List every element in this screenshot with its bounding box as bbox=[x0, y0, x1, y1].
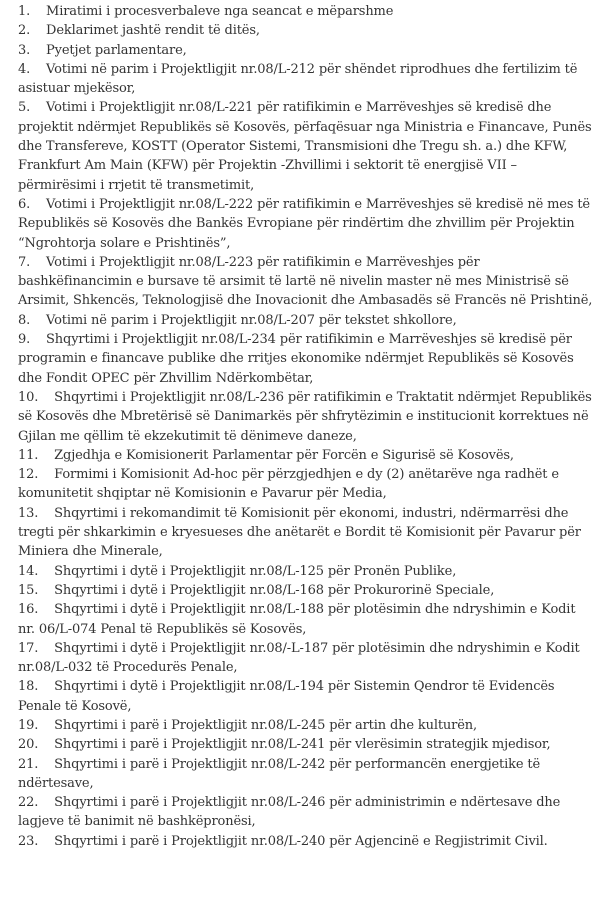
item-text: Deklarimet jashtë rendit të ditës, bbox=[46, 23, 260, 39]
list-item bbox=[18, 755, 593, 794]
item-text: Shqyrtimi i dytë i Projektligjit nr.08/L-188 për plotësimin dhe ndryshimin e Kodit nr. 06/L-074 Penal të Republikës së Kosovës, bbox=[18, 602, 576, 637]
list-item bbox=[18, 2, 593, 21]
list-item bbox=[18, 639, 593, 678]
list-item bbox=[18, 677, 593, 716]
item-text: Votimi i Projektligjit nr.08/L-222 për ratifikimin e Marrëveshjes së kredisë në mes të Republikës së Kosovës dhe Bankës Evropiane për rindërtim dhe zhvillim për Projektin “Ngrohtorja solare e Prishtinës”, bbox=[18, 196, 590, 251]
list-item bbox=[18, 311, 593, 330]
item-number: 16. bbox=[18, 602, 39, 618]
item-text: Formimi i Komisionit Ad-hoc për përzgjedhjen e dy (2) anëtarëve nga radhët e komunitetit shqiptar në Komisionin e Pavarur për Media, bbox=[18, 467, 559, 502]
item-text: Shqyrtimi i parë i Projektligjit nr.08/L-245 për artin dhe kulturën, bbox=[54, 717, 477, 733]
list-item bbox=[18, 330, 593, 388]
list-item bbox=[18, 504, 593, 562]
item-text: Miratimi i procesverbaleve nga seancat e mëparshme bbox=[46, 4, 394, 19]
item-number: 7. bbox=[18, 254, 31, 270]
item-text: Shqyrtimi i parë i Projektligjit nr.08/L-240 për Agjencinë e Regjistrimit Civil. bbox=[54, 833, 548, 849]
list-item bbox=[18, 581, 593, 600]
item-text: Votimi i Projektligjit nr.08/L-223 për ratifikimin e Marrëveshjes për bashkëfinancimin e bursave të arsimit të lartë në nivelin master në mes Ministrisë së Arsimit, Shkencës, Teknologjisë dhe Inovacionit dhe Ambasadës së Francës në Prishtinë, bbox=[18, 254, 593, 309]
item-text: Shqyrtimi i parë i Projektligjit nr.08/L-242 për performancën energjetike të ndërtesave, bbox=[18, 756, 540, 791]
list-item bbox=[18, 195, 593, 253]
list-item bbox=[18, 41, 593, 60]
item-number: 13. bbox=[18, 505, 39, 521]
item-text: Shqyrtimi i dytë i Projektligjit nr.08/L-125 për Pronën Publike, bbox=[54, 563, 457, 579]
item-number: 17. bbox=[18, 640, 39, 656]
agenda-list bbox=[18, 2, 593, 851]
list-item bbox=[18, 600, 593, 639]
item-text: Pyetjet parlamentare, bbox=[46, 42, 187, 58]
item-number: 14. bbox=[18, 563, 39, 579]
list-item bbox=[18, 253, 593, 311]
item-number: 22. bbox=[18, 795, 39, 811]
item-number: 20. bbox=[18, 737, 39, 753]
list-item bbox=[18, 832, 593, 851]
item-number: 18. bbox=[18, 679, 39, 695]
list-item bbox=[18, 60, 593, 99]
item-number: 19. bbox=[18, 717, 39, 733]
list-item bbox=[18, 388, 593, 446]
item-number: 2. bbox=[18, 23, 31, 39]
item-text: Votimi në parim i Projektligjit nr.08/L-212 për shëndet riprodhues dhe fertilizim të asistuar mjekësor, bbox=[18, 61, 578, 97]
item-number: 12. bbox=[18, 467, 39, 483]
item-number: 5. bbox=[18, 100, 31, 116]
item-text: Votimi në parim i Projektligjit nr.08/L-207 për tekstet shkollore, bbox=[46, 312, 457, 328]
item-number: 8. bbox=[18, 312, 31, 328]
item-text: Shqyrtimi i dytë i Projektligjit nr.08/L-168 për Prokurorinë Speciale, bbox=[54, 582, 495, 598]
item-text: Shqyrtimi i Projektligjit nr.08/L-236 për ratifikimin e Traktatit ndërmjet Republikës së Kosovës dhe Mbretërisë së Danimarkës për shfrytëzimin e institucionit korrektues në Gjilan me qëllim të ekzekutimit të dënimeve daneze, bbox=[18, 389, 592, 444]
list-item bbox=[18, 735, 593, 754]
item-text: Votimi i Projektligjit nr.08/L-221 për ratifikimin e Marrëveshjes së kredisë dhe projektit ndërmjet Republikës së Kosovës, përfaqësuar nga Ministria e Financave, Punës dhe Transfereve, KOSTT (Operator Sistemi, Transmisioni dhe Tregu sh. a.) dhe KFW, Frankfurt Am Main (KFW) për Projektin -Zhvillimi i sektorit të energjisë VII – përmirësimi i rrjetit të transmetimit, bbox=[18, 100, 592, 193]
list-item bbox=[18, 716, 593, 735]
item-text: Shqyrtimi i parë i Projektligjit nr.08/L-241 për vlerësimin strategjik mjedisor, bbox=[54, 737, 551, 753]
item-text: Shqyrtimi i parë i Projektligjit nr.08/L-246 për administrimin e ndërtesave dhe lagjeve të banimit në bashkëpronësi, bbox=[18, 795, 561, 830]
item-text: Shqyrtimi i dytë i Projektligjit nr.08/L-194 për Sistemin Qendror të Evidencës Penale të Kosovë, bbox=[18, 679, 555, 714]
item-number: 11. bbox=[18, 447, 39, 463]
item-number: 23. bbox=[18, 833, 39, 849]
item-number: 9. bbox=[18, 332, 31, 348]
item-number: 6. bbox=[18, 196, 31, 212]
item-number: 3. bbox=[18, 42, 31, 58]
item-number: 21. bbox=[18, 756, 39, 772]
item-number: 1. bbox=[18, 4, 31, 19]
list-item bbox=[18, 98, 593, 194]
list-item bbox=[18, 562, 593, 581]
list-item bbox=[18, 793, 593, 832]
list-item bbox=[18, 446, 593, 465]
item-text: Zgjedhja e Komisionerit Parlamentar për Forcën e Sigurisë së Kosovës, bbox=[54, 447, 514, 463]
item-number: 10. bbox=[18, 389, 39, 405]
list-item bbox=[18, 21, 593, 40]
item-text: Shqyrtimi i Projektligjit nr.08/L-234 për ratifikimin e Marrëveshjes së kredisë për programin e financave publike dhe rritjes ekonomike ndërmjet Republikës së Kosovës dhe Fondit OPEC për Zhvillim Ndërkombëtar, bbox=[18, 332, 574, 386]
item-text: Shqyrtimi i rekomandimit të Komisionit për ekonomi, industri, ndërmarrësi dhe tregti për shkarkimin e kryesueses dhe anëtarët e Bordit të Komisionit për Pavarur për Miniera dhe Minerale, bbox=[18, 505, 581, 560]
list-item bbox=[18, 465, 593, 504]
item-number: 4. bbox=[18, 61, 31, 77]
item-text: Shqyrtimi i dytë i Projektligjit nr.08/-L-187 për plotësimin dhe ndryshimin e Kodit nr.08/L-032 të Procedurës Penale, bbox=[18, 640, 580, 676]
item-number: 15. bbox=[18, 582, 39, 598]
